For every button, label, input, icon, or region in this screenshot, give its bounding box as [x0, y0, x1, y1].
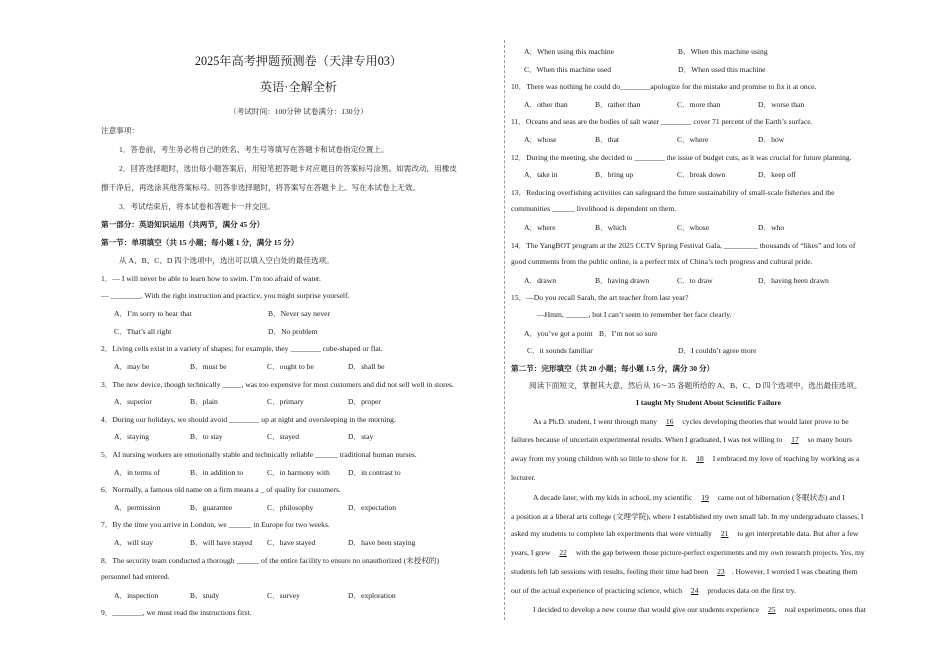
column-divider [504, 40, 505, 620]
option: D．who [758, 223, 785, 232]
page-title: 2025年高考押题预测卷（天津专用03） [194, 54, 403, 68]
passage-text: I decided to develop a new course that would give our students experience [533, 604, 761, 614]
passage-text: to get interpretable data. But after a few [735, 529, 859, 539]
passage-line [511, 435, 906, 444]
option: C．where [677, 135, 709, 144]
passage-line [511, 529, 906, 538]
option: A．whose [524, 135, 557, 144]
blank-number: 24 [690, 585, 699, 595]
option: B．in addition to [190, 467, 244, 477]
option: B．Never say never [268, 309, 330, 319]
option: D．worse than [758, 99, 805, 109]
question-stem: 12．During the meeting, she decided to ________ the issue of budget cuts, as it was crucial for future planning. [511, 152, 852, 162]
passage-text: so many hours [805, 435, 852, 445]
option: C．When this machine used [524, 64, 612, 74]
option: C．survey [267, 590, 300, 600]
option: A．will stay [114, 538, 154, 547]
question-stem: 11．Oceans and seas are the bodies of salt water ________ cover 71 percent of the Earth’s surface. [511, 117, 813, 127]
option: B．which [595, 223, 627, 232]
passage-text: away from my young children with so little to show for it. [511, 454, 690, 464]
section2-instructions: 阅读下面短文，掌握其大意，然后从 16～35 各题所给的 A、B、C、D 四个选项中，选出最佳选项。 [529, 381, 862, 391]
option: B．guarantee [190, 502, 233, 512]
option: D．how [758, 135, 785, 144]
notes-heading: 注意事项： [101, 126, 139, 135]
question-stem: 2．Living cells exist in a variety of shapes; for example, they ________ cube-shaped or flat. [101, 344, 383, 354]
page-subtitle: 英语·全解全析 [259, 80, 338, 94]
option: C．stayed [267, 432, 300, 442]
blank-number: 23 [717, 567, 725, 576]
note-item-3: 3．考试结束后，将本试卷和答题卡一并交回。 [119, 202, 275, 211]
part1-heading: 第一部分：英语知识运用（共两节，满分 45 分） [101, 220, 265, 229]
option: B．rather than [595, 99, 641, 109]
option: D．exploration [348, 590, 396, 600]
option: C．primary [267, 397, 304, 407]
option: C．That’s all right [114, 326, 172, 336]
note-item-1: 1．答卷前，考生务必将自己的姓名、考生号等填写在答题卡和试卷指定位置上。 [119, 145, 389, 154]
passage-line [511, 548, 906, 557]
question-stem: 15．—Do you recall Sarah, the art teacher from last year? [511, 293, 689, 303]
option: C．in harmony with [267, 467, 330, 477]
blank-number: 19 [701, 492, 709, 502]
blank-number: 16 [665, 416, 674, 426]
passage-text: a position at a liberal arts college (文理学院), where I established my own small lab. In my undergraduate classes, I [511, 511, 864, 521]
option: D．stay [348, 432, 374, 442]
passage-text: years, I grew [511, 548, 553, 558]
passage-line [511, 454, 906, 463]
option: A．When using this machine [524, 47, 615, 56]
blank-number: 21 [720, 529, 729, 539]
option: A．where [524, 223, 556, 232]
question-stem: 3．The new device, though technically _____, was too expensive for most customers and did not sell well in stores. [101, 379, 454, 389]
question-stem: 5．AI nursing workers are emotionally stable and technically reliable ______ traditional human nurses. [101, 450, 417, 459]
option: D．expectation [348, 502, 397, 512]
option: A．drawn [524, 275, 557, 285]
passage-line [511, 511, 906, 522]
option: D．having been drawn [758, 275, 829, 285]
option: B．When this machine using [678, 47, 768, 56]
section1-heading: 第一节：单项填空（共 15 小题；每小题 1 分，满分 15 分） [101, 238, 299, 247]
option: A．may be [114, 362, 150, 371]
option: C．ought to be [267, 362, 314, 371]
option: C．whose [677, 223, 710, 232]
note-item-2: 2．回答选择题时，选出每小题答案后，用铅笔把答题卡对应题目的答案标号涂黑。如需改动，用橡皮 [119, 164, 457, 173]
question-stem: 8．The security team conducted a thorough ______ of the entire facility to ensure no unauthorized (未授权的) [101, 555, 440, 565]
question-stem: —Hmm, ______, but I can’t seem to remember her face clearly. [537, 310, 732, 319]
option: B．I’m not so sure [599, 328, 658, 338]
blank-number: 25 [767, 604, 776, 614]
question-stem: 1．— I will never be able to learn how to swim. I’m too afraid of water. [101, 274, 321, 283]
option: A．other than [524, 99, 568, 109]
option: C．more than [677, 99, 721, 109]
option: A．permission [114, 502, 161, 512]
passage-line [511, 473, 906, 482]
blank-number: 22 [559, 548, 567, 558]
question-stem: 4．During our holidays, we should avoid ________ up at night and oversleeping in the morning. [101, 414, 396, 424]
option: A．you’ve got a point [524, 328, 593, 338]
passage-title: I taught My Student About Scientific Failure [636, 398, 781, 407]
option: D．I couldn’t agree more [678, 346, 757, 356]
option: C．it sounds familiar [527, 346, 593, 356]
question-stem: 13．Reducing overfishing activities can safeguard the future sustainability of small-scale fisheries and the [511, 187, 835, 197]
blank-number: 18 [696, 454, 704, 464]
passage-text: . However, I worried I was cheating them [731, 567, 858, 576]
question-stem: 10．There was nothing he could do________apologize for the mistake and promise to fix it at once. [511, 82, 817, 92]
option: D．proper [348, 397, 381, 407]
note-item-2-cont: 擦干净后，再选涂其他答案标号。回答非选择题时，将答案写在答题卡上。写在本试卷上无效。 [101, 183, 420, 192]
passage-text: I embraced my love of teaching by working as a [710, 454, 860, 464]
passage-text: asked my students to complete lab experiments that were virtually [511, 529, 714, 539]
option: A．I’m sorry to hear that [114, 309, 192, 319]
question-stem: 6．Normally, a famous old name on a firm means a _ of quality for customers. [101, 485, 341, 495]
passage-text: real experiments, ones that [782, 604, 866, 614]
section2-heading: 第二节：完形填空（共 20 小题；每小题 1.5 分，满分 30 分） [511, 363, 715, 373]
option: A．staying [114, 432, 150, 442]
option: B．to stay [190, 432, 223, 442]
question-stem: personnel had entered. [101, 572, 170, 582]
question-stem: 9．________, we must read the instructions first. [101, 608, 252, 618]
option: C．philosophy [267, 502, 314, 512]
option: B．bring up [595, 170, 634, 180]
question-stem: communities ______ livelihood is dependent on them. [511, 204, 677, 214]
option: A．take in [524, 170, 558, 180]
passage-text: with the gap between those picture-perfect experiments and my own research projects. Yes, my [573, 548, 865, 558]
passage-text: lecturer. [511, 473, 536, 482]
option: D．When used this machine [678, 64, 766, 74]
passage-text: A decade later, with my kids in school, my scientific [533, 492, 695, 502]
option: C．break down [677, 170, 726, 180]
option: A．in terms of [114, 467, 160, 477]
passage-line [511, 586, 906, 595]
passage-line [533, 605, 906, 614]
blank-number: 17 [791, 435, 799, 445]
option: D．No problem [268, 326, 318, 336]
option: A．inspection [114, 590, 159, 600]
option: B．must be [190, 362, 227, 371]
section1-instructions: 从 A、B、C、D 四个选项中，选出可以填入空白处的最佳选项。 [119, 256, 334, 265]
passage-text: produces data on the first try. [705, 585, 796, 595]
passage-text: came out of hibernation (冬眠状态) and I [715, 492, 845, 502]
passage-text: students left lab sessions with results, feeling their time had been [511, 567, 711, 576]
option: B．study [190, 590, 220, 600]
option: B．will have stayed [190, 538, 253, 547]
passage-line [533, 492, 906, 503]
option: B．having drawn [595, 275, 650, 285]
passage-line [533, 417, 906, 426]
option: D．have been staying [348, 538, 416, 547]
option: B．plain [190, 397, 218, 407]
option: A．superior [114, 397, 152, 407]
passage-text: failures because of uncertain experimental results. When I graduated, I was not willing to [511, 435, 785, 445]
option: D．keep off [758, 170, 797, 180]
passage-text: As a Ph.D. student, I went through many [533, 416, 659, 426]
passage-line [511, 567, 906, 576]
option: B．that [595, 135, 620, 144]
passage-text: out of the actual experience of practicing science, which [511, 585, 684, 595]
question-stem: 7．By the time you arrive in London, we ______ in Europe for two weeks. [101, 520, 330, 530]
passage-text: cycles developing theories that would later prove to be [680, 416, 849, 426]
option: C．have stayed [267, 538, 316, 547]
question-stem: good comments from the public online, is a perfect mix of China’s tech progress and cultural pride. [511, 257, 813, 267]
question-stem: — ________. With the right instruction and practice, you might surprise yourself. [101, 290, 350, 300]
exam-info: （考试时间：100分钟 试卷满分：130分） [229, 107, 368, 116]
option: D．in contrast to [348, 467, 401, 477]
option: D．shall be [348, 362, 385, 371]
option: C．to draw [677, 275, 713, 285]
question-stem: 14．The YangBOT program at the 2025 CCTV Spring Festival Gala, _________ thousands of “likes” and lots of [511, 240, 856, 250]
